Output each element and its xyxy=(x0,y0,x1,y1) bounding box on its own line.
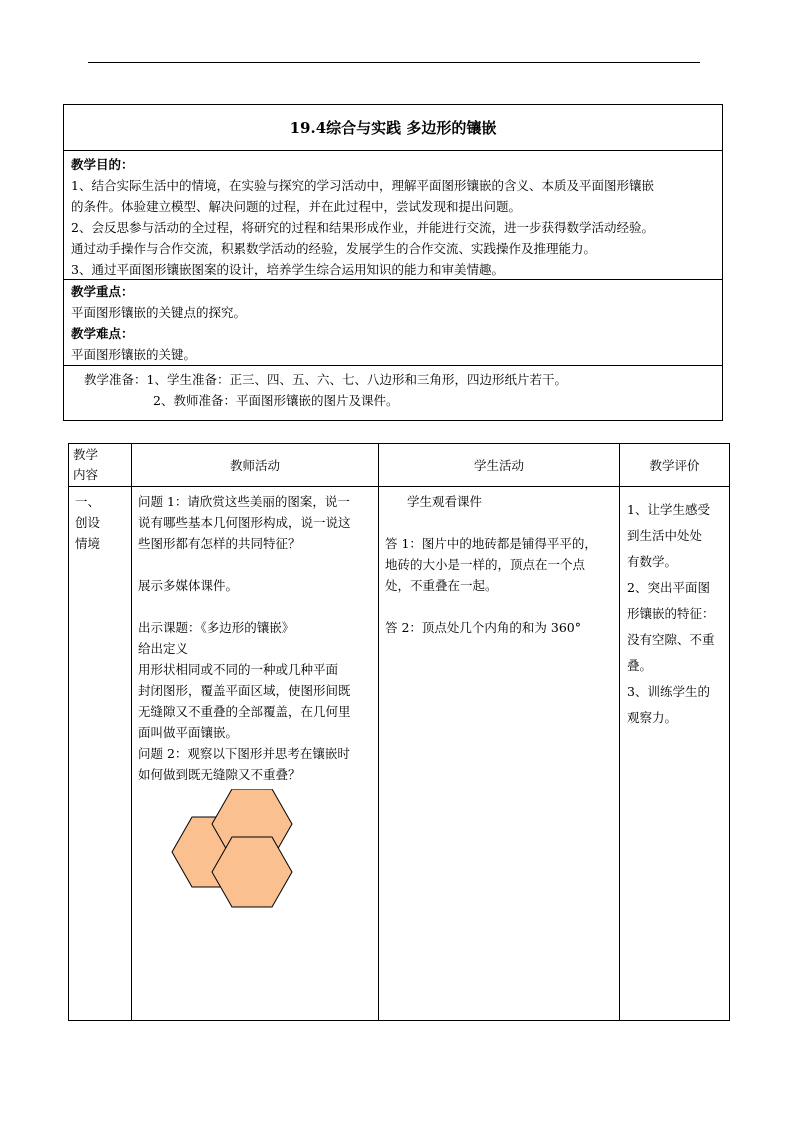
student-activity-cell xyxy=(379,487,620,1021)
evaluation-line: 观察力。 xyxy=(627,710,678,725)
evaluation-line: 3、训练学生的 xyxy=(627,684,710,699)
question-1: 说有哪些基本几何图形构成，说一说这 xyxy=(138,515,351,530)
header-content-line: 内容 xyxy=(73,467,99,482)
section-line: 一、 xyxy=(75,494,101,509)
question-1: 问题 1：请欣赏这些美丽的图案，说一 xyxy=(138,494,350,509)
goal-line: 2、会反思参与活动的全过程，将研究的过程和结果形成作业，并能进行交流，进一步获得数学活动经验。 xyxy=(71,220,654,235)
question-2: 问题 2：观察以下图形并思考在镶嵌时 xyxy=(138,746,350,761)
answer-1: 处，不重叠在一起。 xyxy=(385,578,498,593)
goal-line: 1、结合实际生活中的情境，在实验与探究的学习活动中，理解平面图形镶嵌的含义、本质及平面图形镶嵌 xyxy=(71,178,654,193)
preparation xyxy=(64,366,722,411)
header-evaluation: 教学评价 xyxy=(620,444,730,487)
goals-label: 教学目的： xyxy=(71,157,134,172)
goal-line: 通过动手操作与合作交流，积累数学活动的经验，发展学生的合作交流、实践操作及推理能力。 xyxy=(71,241,597,256)
definition: 用形状相同或不同的一种或几种平面 xyxy=(138,662,339,677)
watch-slides: 学生观看课件 xyxy=(407,494,483,509)
evaluation-cell xyxy=(620,487,730,1021)
prep-line-1: 教学准备：1、学生准备：正三、四、五、六、七、八边形和三角形，四边形纸片若干。 xyxy=(84,372,567,387)
goal-line: 3、通过平面图形镶嵌图案的设计，培养学生综合运用知识的能力和审美情趣。 xyxy=(71,262,504,277)
goal-line: 的条件。体验建立模型、解决问题的过程，并在此过程中，尝试发现和提出问题。 xyxy=(71,199,522,214)
section-line: 情境 xyxy=(75,536,101,551)
focus-label: 教学重点： xyxy=(71,284,134,299)
definition: 封闭图形，覆盖平面区域，使图形间既 xyxy=(138,683,351,698)
difficulty-text: 平面图形镶嵌的关键。 xyxy=(71,347,197,362)
answer-1: 答 1：图片中的地砖都是铺得平平的， xyxy=(385,536,597,551)
teacher-activity-cell xyxy=(132,487,379,1021)
activity-table xyxy=(68,443,730,1021)
answer-2: 答 2：顶点处几个内角的和为 360° xyxy=(385,620,582,635)
section-line: 创设 xyxy=(75,515,101,530)
header-student: 学生活动 xyxy=(379,444,620,487)
definition-label: 给出定义 xyxy=(138,641,189,656)
evaluation-line: 2、突出平面图 xyxy=(627,580,710,595)
answer-1: 地砖的大小是一样的，顶点在一个点 xyxy=(385,557,586,572)
lesson-info-table xyxy=(63,104,723,421)
definition: 无缝隙又不重叠的全部覆盖，在几何里 xyxy=(138,704,351,719)
question-2: 如何做到既无缝隙又不重叠？ xyxy=(138,767,301,782)
lesson-title: 19.4综合与实践 多边形的镶嵌 xyxy=(64,105,722,151)
focus-text: 平面图形镶嵌的关键点的探究。 xyxy=(71,305,247,320)
header-rule xyxy=(88,62,700,63)
topic: 出示课题：《多边形的镶嵌》 xyxy=(138,620,295,635)
hexagon-tiling-svg xyxy=(152,789,312,909)
evaluation-line: 1、让学生感受 xyxy=(627,502,710,517)
evaluation-line: 叠。 xyxy=(627,658,653,673)
evaluation-line: 有数学。 xyxy=(627,554,678,569)
section-cell xyxy=(69,487,132,1021)
question-1: 些图形都有怎样的共同特征？ xyxy=(138,536,301,551)
hexagon-figure xyxy=(152,789,372,915)
header-content-line: 教学 xyxy=(73,447,99,462)
prep-line-2: 2、教师准备：平面图形镶嵌的图片及课件。 xyxy=(153,393,399,408)
table-row xyxy=(69,487,730,1021)
difficulty-label: 教学难点： xyxy=(71,326,134,341)
evaluation-line: 形镶嵌的特征： xyxy=(627,606,715,621)
key-points xyxy=(64,280,722,366)
evaluation-line: 没有空隙、不重 xyxy=(627,632,715,647)
table-header-row xyxy=(69,444,730,487)
definition: 面叫做平面镶嵌。 xyxy=(138,725,239,740)
header-teacher: 教师活动 xyxy=(132,444,379,487)
teaching-goals xyxy=(64,151,722,280)
header-content xyxy=(69,444,132,487)
show-slides: 展示多媒体课件。 xyxy=(138,578,239,593)
evaluation-line: 到生活中处处 xyxy=(627,528,703,543)
